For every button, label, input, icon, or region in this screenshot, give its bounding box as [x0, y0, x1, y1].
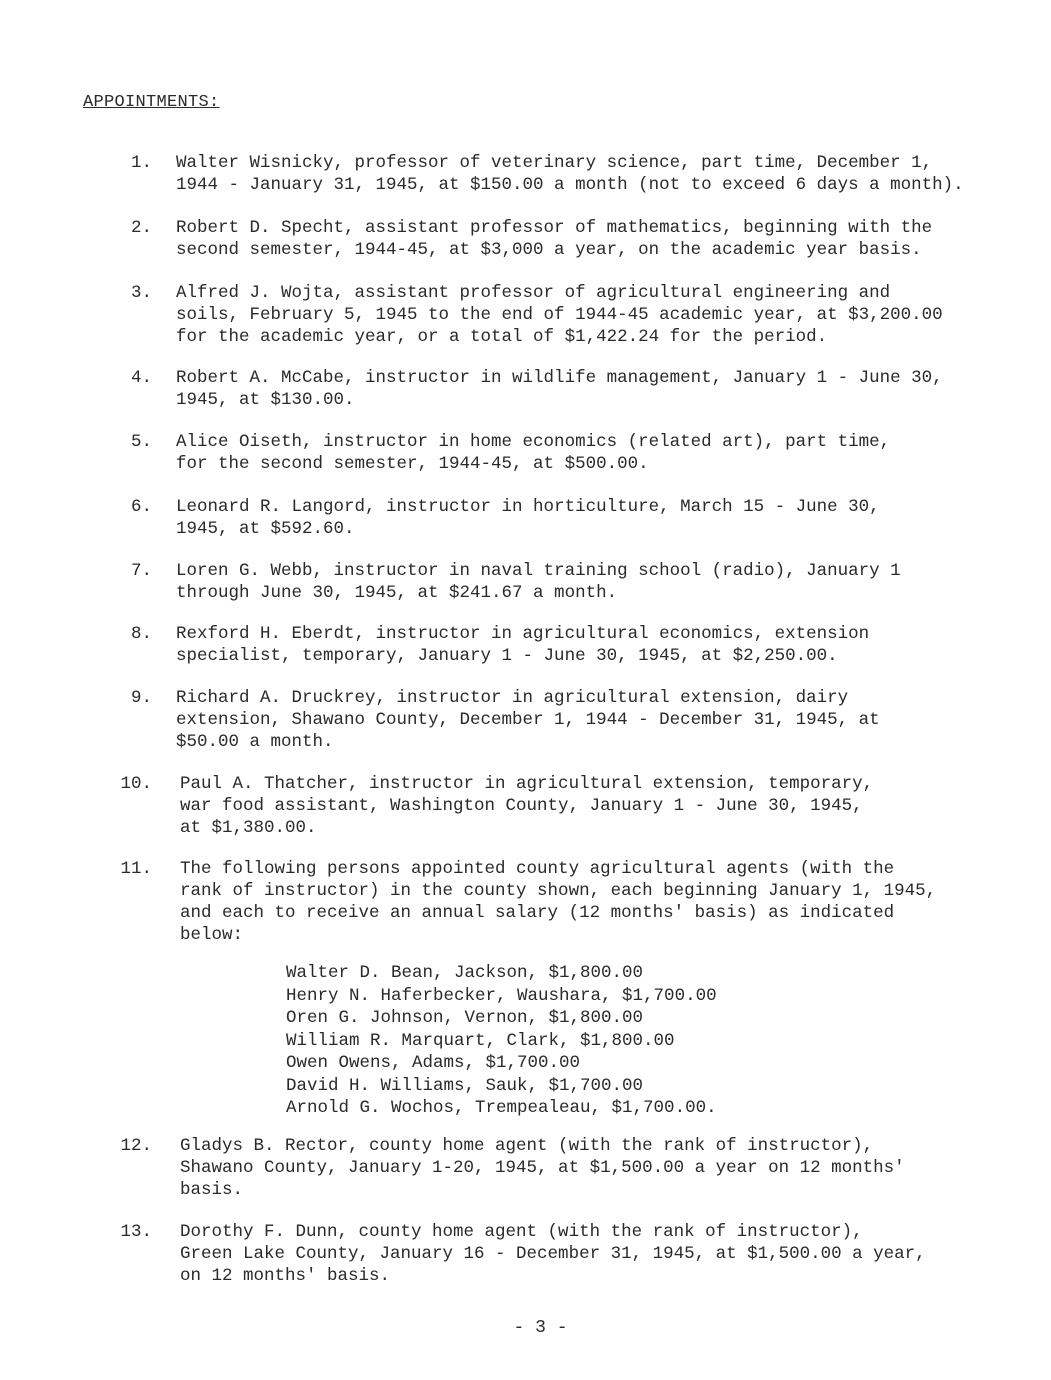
item-text: Robert A. McCabe, instructor in wildlife management, January 1 - June 30, 1945, at $130.00. [176, 368, 943, 410]
item-text: Rexford H. Eberdt, instructor in agricultural economics, extension specialist, temporary, January 1 - June 30, 1945, at $2,250.00. [176, 624, 870, 666]
agents-list [286, 962, 717, 1120]
item-number: 11. [120, 859, 152, 879]
item-text: Alice Oiseth, instructor in home economics (related art), part time, for the second semester, 1944-45, at $500.00. [176, 432, 891, 474]
item-number: 12. [120, 1136, 152, 1156]
page-number: - 3 - [513, 1318, 568, 1338]
item-number: 6. [130, 497, 152, 517]
item-text: Richard A. Druckrey, instructor in agricultural extension, dairy extension, Shawano County, December 1, 1944 - December 31, 1945, at $50.00 a month. [176, 688, 880, 752]
item-text: Gladys B. Rector, county home agent (with the rank of instructor), Shawano County, January 1-20, 1945, at $1,500.00 a year on 12 months' basis. [180, 1136, 905, 1200]
item-number: 4. [130, 368, 152, 388]
item-text: Paul A. Thatcher, instructor in agricultural extension, temporary, war food assistant, Washington County, January 1 - June 30, 1945, at $1,380.00. [180, 774, 874, 838]
agent-entry: William R. Marquart, Clark, $1,800.00 [286, 1030, 675, 1051]
item-number: 3. [130, 283, 152, 303]
item-number: 5. [130, 432, 152, 452]
agent-entry: Walter D. Bean, Jackson, $1,800.00 [286, 963, 644, 983]
item-number: 13. [120, 1222, 152, 1242]
agent-entry: Arnold G. Wochos, Trempealeau, $1,700.00. [286, 1098, 717, 1118]
item-number: 9. [130, 688, 152, 708]
item-text: Alfred J. Wojta, assistant professor of agricultural engineering and soils, February 5, 1945 to the end of 1944-45 academic year, at $3,200.00 for the academic year, or a total of $1,422.24 for the period. [176, 283, 943, 347]
agent-entry: David H. Williams, Sauk, $1,700.00 [286, 1075, 644, 1096]
item-number: 2. [130, 218, 152, 238]
agent-entry: Owen Owens, Adams, $1,700.00 [286, 1053, 581, 1073]
item-number: 10. [120, 774, 152, 794]
section-heading: APPOINTMENTS: [83, 93, 220, 112]
item-number: 7. [130, 561, 152, 581]
agent-entry: Henry N. Haferbecker, Waushara, $1,700.00 [286, 985, 717, 1006]
item-text: Loren G. Webb, instructor in naval training school (radio), January 1 through June 30, 1945, at $241.67 a month. [176, 561, 901, 603]
item-number: 1. [130, 153, 152, 173]
item-number: 8. [130, 624, 152, 644]
item-text: Robert D. Specht, assistant professor of mathematics, beginning with the second semester, 1944-45, at $3,000 a year, on the academic year basis. [176, 218, 933, 260]
item-text: Leonard R. Langord, instructor in horticulture, March 15 - June 30, 1945, at $592.60. [176, 497, 880, 539]
agent-entry: Oren G. Johnson, Vernon, $1,800.00 [286, 1008, 644, 1028]
item-text: Walter Wisnicky, professor of veterinary science, part time, December 1, 1944 - January 31, 1945, at $150.00 a month (not to exceed 6 days a month). [176, 153, 964, 195]
item-text: Dorothy F. Dunn, county home agent (with the rank of instructor), Green Lake County, January 16 - December 31, 1945, at $1,500.00 a year, on 12 months' basis. [180, 1222, 926, 1286]
item-text: The following persons appointed county agricultural agents (with the rank of instructor) in the county shown, each beginning January 1, 1945, and each to receive an annual salary (12 months' basis) as indicated below: [180, 859, 937, 945]
